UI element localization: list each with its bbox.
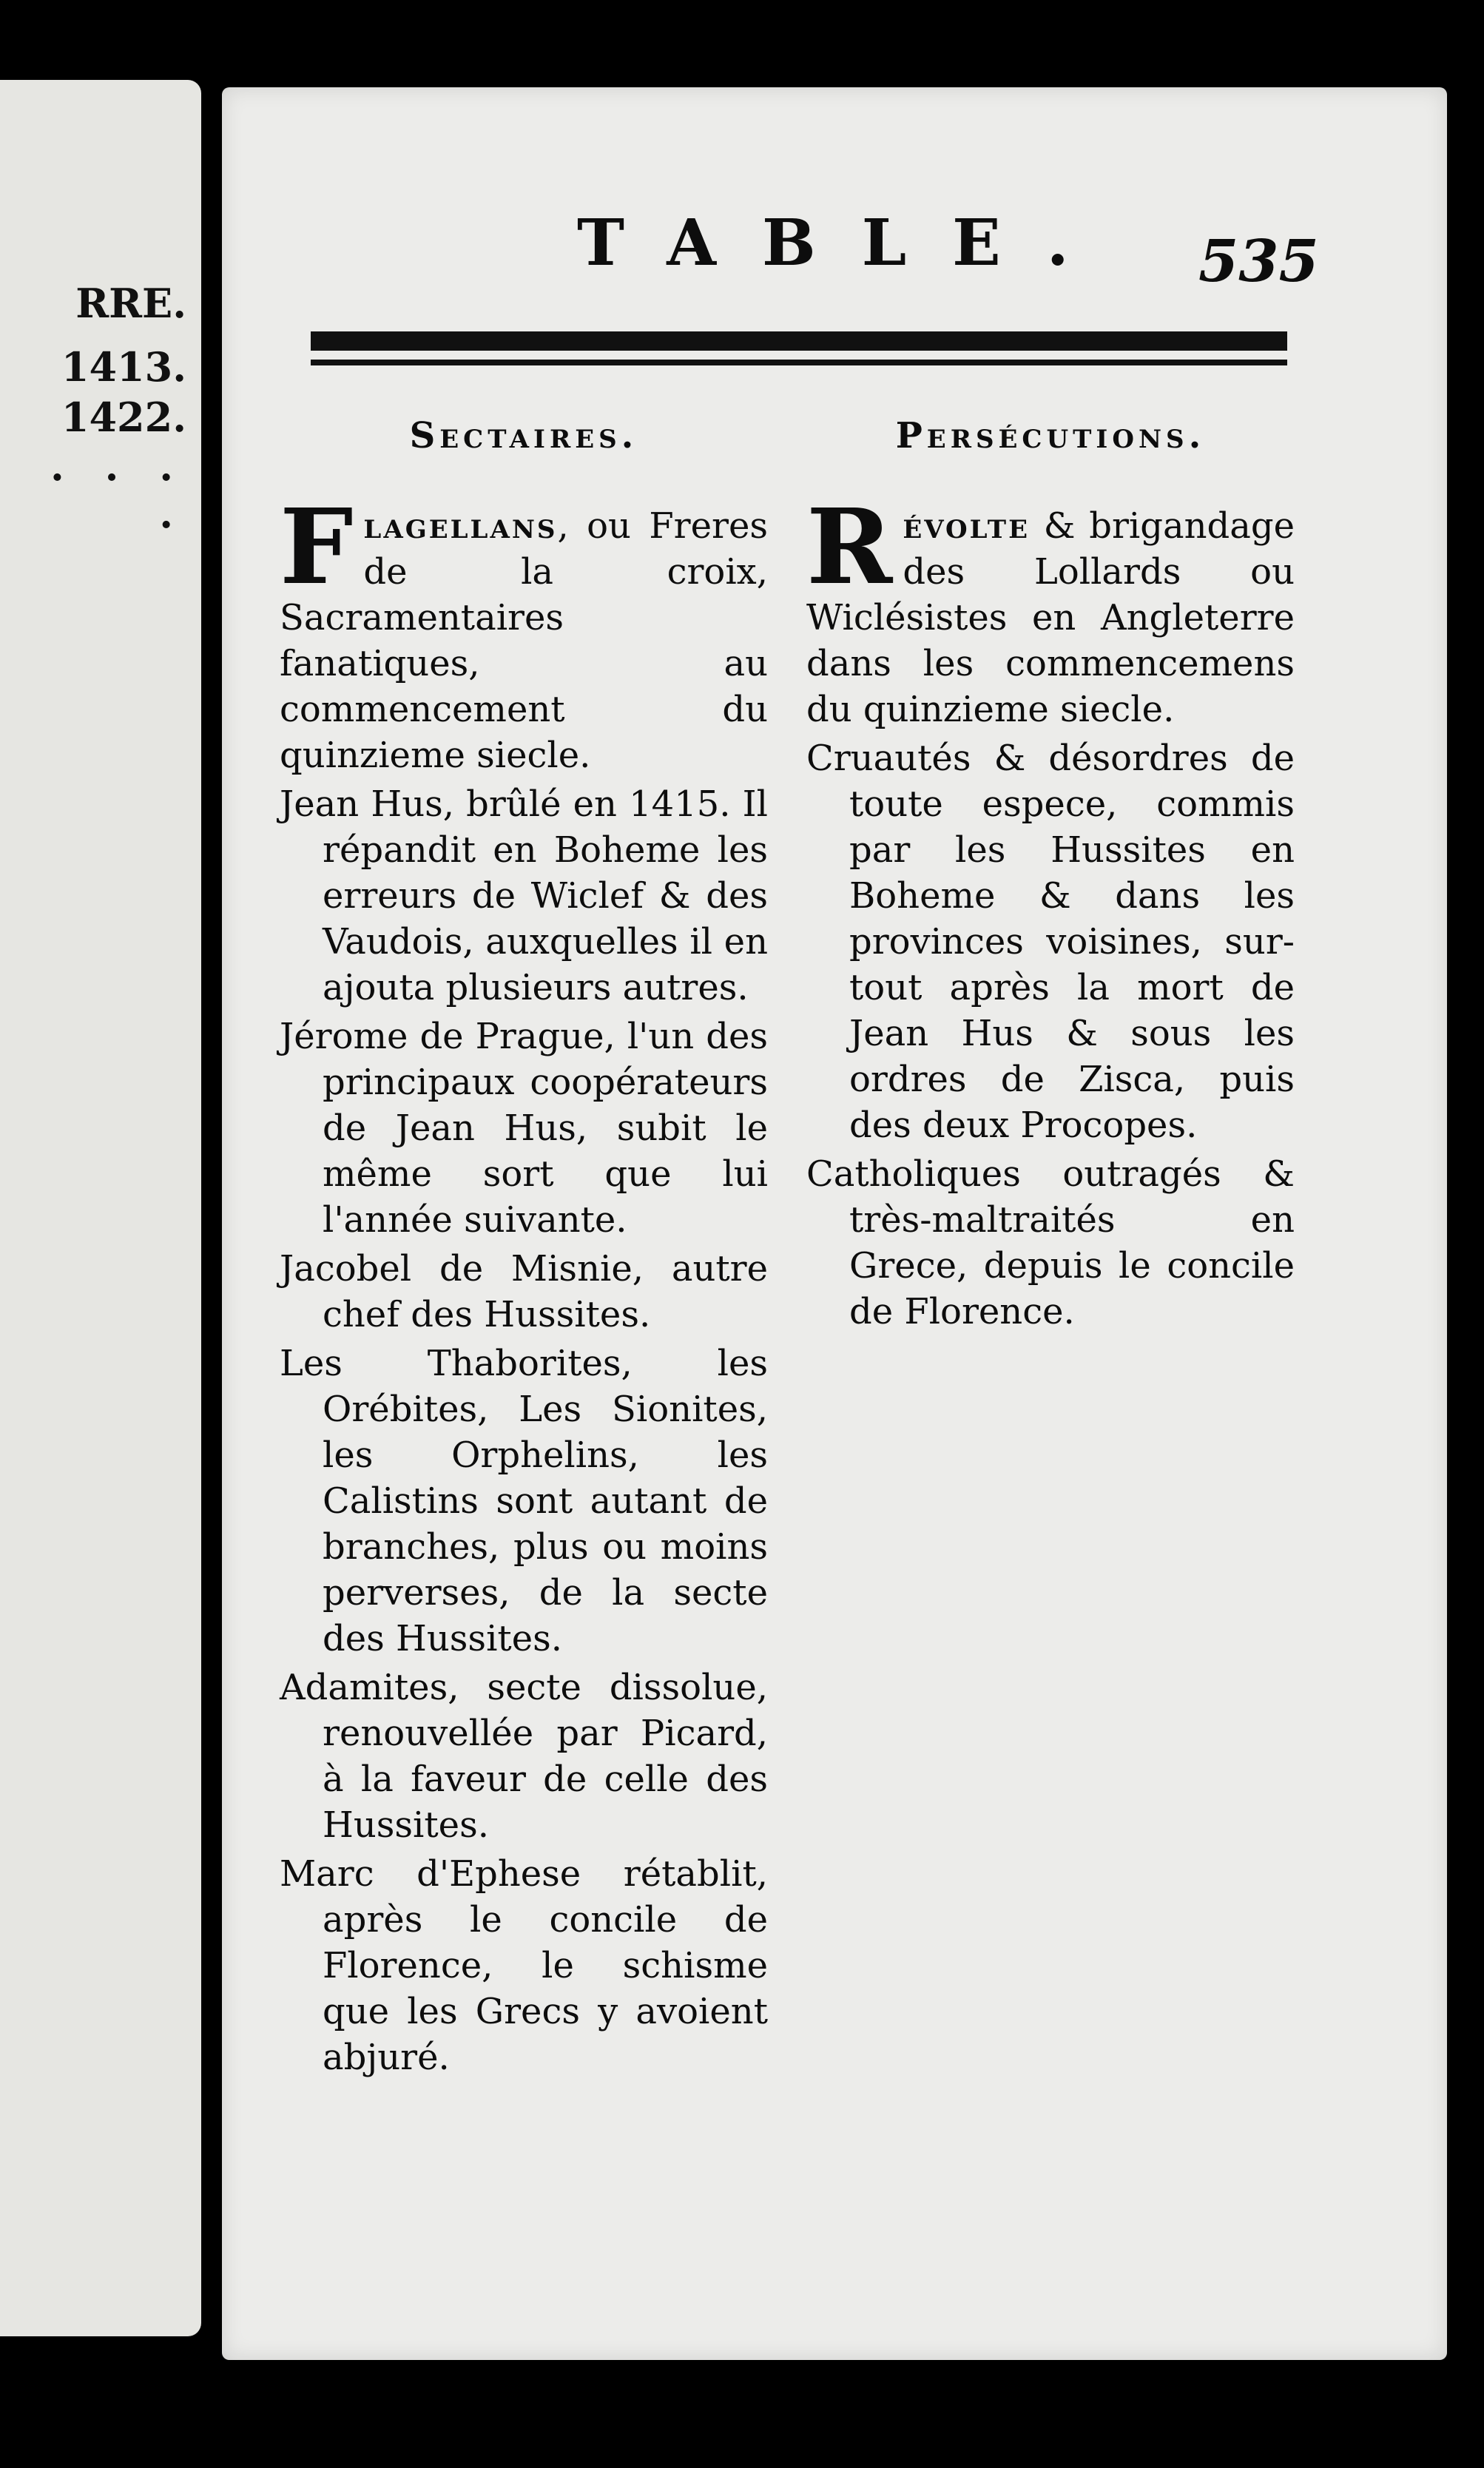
table-entry: Marc d'Ephese rétablit, après le concile de Florence, le schisme que les Grecs y avoient abjuré.: [280, 1853, 768, 2078]
entry-text: , ou Freres de la croix, Sacramentaires fanatiques, au commencement du quinzieme siecle.: [280, 505, 768, 776]
column-persecutions: [806, 413, 1295, 1338]
drop-cap: F: [280, 487, 354, 608]
entry-lead: évolte: [903, 505, 1031, 547]
table-entry: Catholiques outragés & très-maltraités en Grece, depuis le concile de Florence.: [806, 1153, 1295, 1332]
facing-page: [0, 80, 201, 2336]
column-heading: Persécutions.: [895, 415, 1206, 456]
entry-text: & brigandage des Lollards ou Wiclésistes en Angleterre dans les commencemens du quinzieme siecle.: [806, 505, 1295, 730]
margin-dots: . . . .: [50, 442, 186, 537]
entry-lead: lagellans: [363, 505, 558, 547]
table-entry: [806, 487, 1295, 732]
drop-cap: R: [806, 487, 893, 608]
table-entry: Cruautés & désordres de toute espece, commis par les Hussites en Boheme & dans les provinces voisines, sur-tout après la mort de Jean Hus & sous les ordres de Zisca, puis des deux Procopes.: [806, 738, 1295, 1146]
table-entry: Jacobel de Misnie, autre chef des Hussites.: [280, 1248, 768, 1335]
column-heading: Sectaires.: [409, 415, 638, 456]
header-rule-thin: [311, 360, 1287, 365]
page-number: 535: [1198, 228, 1319, 295]
table-entry: Jérome de Prague, l'un des principaux coopérateurs de Jean Hus, subit le même sort que lui l'année suivante.: [280, 1016, 768, 1241]
header-rule: [311, 331, 1287, 351]
table-entry: Jean Hus, brûlé en 1415. Il répandit en Boheme les erreurs de Wiclef & des Vaudois, auxquelles il en ajouta plusieurs autres.: [280, 783, 768, 1008]
margin-year: 1422.: [61, 394, 186, 441]
table-entry: [280, 487, 768, 778]
column-sectaires: [280, 413, 768, 2083]
table-entry: Les Thaborites, les Orébites, Les Sionites, les Orphelins, les Calistins sont autant de branches, plus ou moins perverses, de la secte des Hussites.: [280, 1343, 768, 1659]
margin-text: RRE.: [75, 280, 186, 327]
book-page: [222, 87, 1447, 2360]
margin-year: 1413.: [61, 343, 186, 391]
running-title: TABLE.: [577, 206, 1115, 280]
table-entry: Adamites, secte dissolue, renouvellée par Picard, à la faveur de celle des Hussites.: [280, 1667, 768, 1846]
